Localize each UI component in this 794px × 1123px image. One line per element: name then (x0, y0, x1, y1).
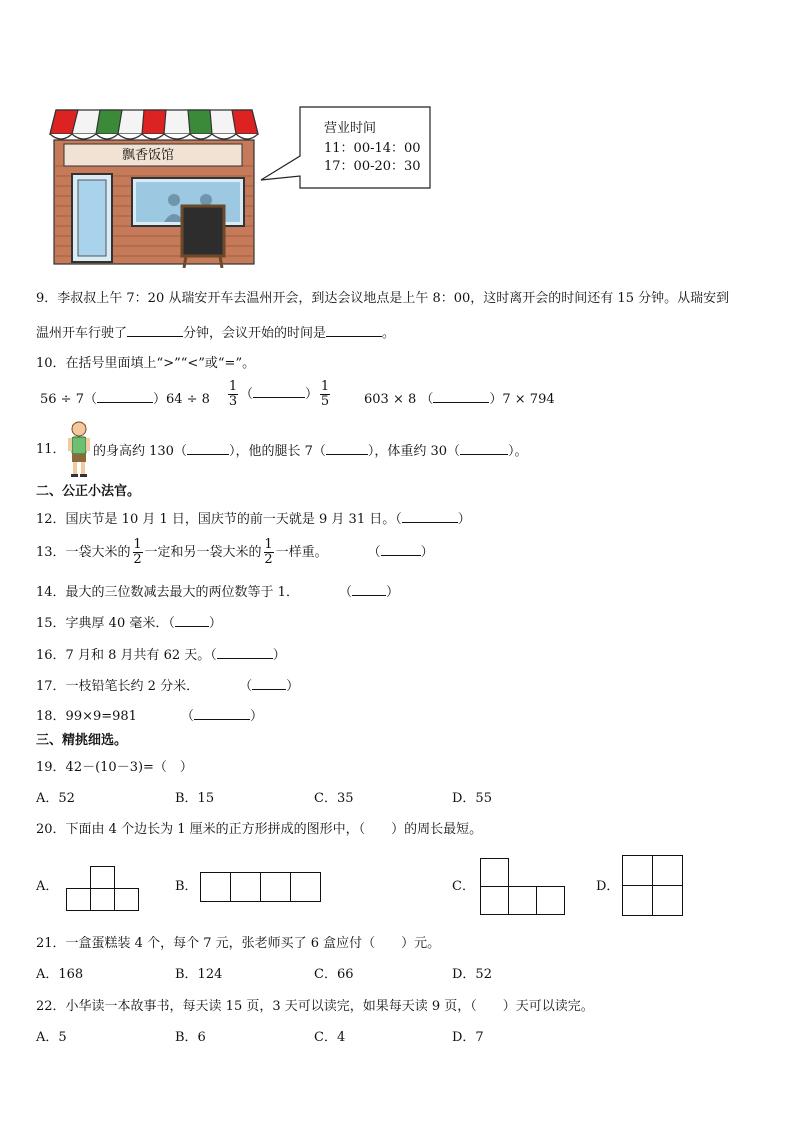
fraction-1-3 (228, 380, 238, 409)
q21-option-d[interactable]: D．52 (452, 967, 492, 982)
paren-close: ） (385, 585, 399, 600)
paren-close: ） (249, 709, 263, 724)
q9-text-a: 温州开车行驶了 (36, 326, 128, 341)
q11-part-3: ），体重约 30（ (367, 444, 461, 459)
q22-option-d[interactable]: D．7 (452, 1030, 484, 1045)
answer-blank[interactable] (326, 323, 382, 337)
q11-part-2: ），他的腿长 7（ (228, 444, 326, 459)
answer-blank[interactable] (352, 582, 386, 596)
question-21: 21．一盒蛋糕装 4 个，每个 7 元，张老师买了 6 盒应付（ ）元。 (36, 936, 441, 951)
q20-option-c[interactable]: C． (452, 879, 475, 894)
paren-close: ） (272, 648, 286, 663)
q15-text: 15．字典厚 40 毫米．（ (36, 616, 175, 631)
expr-3-right: ）7 × 794 (489, 392, 555, 407)
q20-option-d[interactable]: D． (596, 879, 620, 894)
question-15 (36, 613, 222, 633)
paren-open: （ (180, 709, 194, 724)
hours-bubble (260, 106, 432, 190)
q13-text-b: 一定和另一袋大米的 (144, 545, 262, 560)
question-14 (36, 582, 399, 602)
denominator: 2 (133, 552, 142, 567)
fraction-1-5 (320, 380, 330, 409)
answer-blank[interactable] (460, 441, 508, 455)
answer-blank[interactable] (252, 676, 286, 690)
q20-option-a[interactable]: A． (36, 879, 59, 894)
q12-text: 12．国庆节是 10 月 1 日，国庆节的前一天就是 9 月 31 日。（ (36, 512, 402, 527)
question-10-expr-1 (40, 389, 210, 409)
section-3-heading: 三、精挑细选。 (36, 733, 128, 748)
shape-a (66, 866, 140, 911)
expr-3-left: 603 × 8 （ (364, 392, 434, 407)
shape-d (622, 855, 683, 916)
answer-blank[interactable] (97, 389, 153, 403)
hours-line-1: 11：00-14：00 (324, 141, 421, 156)
q11-part-1: 的身高约 130（ (93, 444, 187, 459)
boy-illustration (66, 420, 92, 478)
paren-close: ） (208, 616, 222, 631)
q16-text: 16．7 月和 8 月共有 62 天。（ (36, 648, 217, 663)
q13-text-a: 13．一袋大米的 (36, 545, 131, 560)
expr-1-left: 56 ÷ 7（ (40, 392, 97, 407)
boy-icon (66, 420, 92, 478)
answer-blank[interactable] (326, 441, 368, 455)
numerator: 1 (133, 537, 142, 552)
restaurant-icon (48, 104, 260, 268)
paren-close: ） (420, 545, 434, 560)
question-20: 20．下面由 4 个边长为 1 厘米的正方形拼成的图形中，（ ）的周长最短。 (36, 822, 483, 837)
hours-title: 营业时间 (324, 121, 377, 136)
question-12 (36, 509, 471, 529)
question-18 (36, 706, 263, 726)
numerator: 1 (264, 537, 273, 552)
answer-blank[interactable] (187, 441, 229, 455)
fraction-1-2 (133, 538, 143, 567)
answer-blank[interactable] (433, 389, 489, 403)
numerator: 1 (228, 379, 238, 394)
answer-blank[interactable] (402, 509, 458, 523)
paren-open: （ (240, 387, 254, 402)
q13-text-c: 一样重。 (275, 545, 328, 560)
q11-part-4: ）。 (508, 444, 528, 459)
q21-option-c[interactable]: C．66 (314, 967, 354, 982)
answer-blank[interactable] (381, 542, 421, 556)
section-2-heading: 二、公正小法官。 (36, 484, 141, 499)
q22-option-a[interactable]: A．5 (36, 1030, 67, 1045)
q9-text-b: 分钟，会议开始的时间是 (183, 326, 327, 341)
answer-blank[interactable] (127, 323, 183, 337)
q19-option-c[interactable]: C．35 (314, 791, 354, 806)
paren-open: （ (367, 545, 381, 560)
paren-open: （ (338, 585, 352, 600)
question-11-text (93, 441, 528, 461)
question-19: 19．42－(10－3)=（ ） (36, 760, 193, 775)
q20-option-b[interactable]: B． (175, 879, 198, 894)
denominator: 5 (320, 394, 330, 409)
expr-1-right: ）64 ÷ 8 (152, 392, 210, 407)
q9-text-c: 。 (382, 326, 396, 341)
question-10: 10．在括号里面填上“>”“<”或“=”。 (36, 356, 256, 371)
question-9-line-1: 9．李叔叔上午 7：20 从瑞安开车去温州开会，到达会议地点是上午 8：00，这时离开会的时间还有 15 分钟。从瑞安到 (36, 291, 730, 306)
q18-text: 18．99×9=981 (36, 709, 137, 724)
denominator: 3 (228, 394, 238, 409)
q17-text: 17．一枝铅笔长约 2 分米． (36, 679, 200, 694)
q19-option-b[interactable]: B．15 (175, 791, 215, 806)
question-16 (36, 645, 286, 665)
question-13 (36, 538, 434, 567)
q22-option-b[interactable]: B．6 (175, 1030, 206, 1045)
paren-close: ） (305, 387, 319, 402)
question-10-expr-2 (226, 380, 332, 409)
restaurant-illustration (48, 104, 260, 268)
paren-close: ） (286, 679, 300, 694)
question-11-number: 11． (36, 442, 66, 457)
q21-option-b[interactable]: B．124 (175, 967, 223, 982)
denominator: 2 (264, 552, 273, 567)
question-9-line-2 (36, 323, 395, 343)
fraction-1-2 (264, 538, 274, 567)
hours-line-2: 17：00-20：30 (324, 159, 421, 174)
q14-text: 14．最大的三位数减去最大的两位数等于 1． (36, 585, 299, 600)
shape-c (480, 858, 566, 915)
paren-open: （ (239, 679, 253, 694)
restaurant-sign-text: 飘香饭馆 (122, 148, 175, 163)
answer-blank[interactable] (217, 645, 273, 659)
shape-b (200, 872, 322, 902)
answer-blank[interactable] (253, 384, 305, 398)
q21-option-a[interactable]: A．168 (36, 967, 84, 982)
numerator: 1 (320, 379, 330, 394)
question-10-expr-3 (364, 389, 555, 409)
q19-option-d[interactable]: D．55 (452, 791, 492, 806)
q12-close: ） (457, 512, 471, 527)
q19-option-a[interactable]: A．52 (36, 791, 75, 806)
q22-option-c[interactable]: C．4 (314, 1030, 346, 1045)
answer-blank[interactable] (175, 613, 209, 627)
question-22: 22．小华读一本故事书，每天读 15 页，3 天可以读完，如果每天读 9 页，（ ）天可以读完。 (36, 999, 594, 1014)
answer-blank[interactable] (194, 706, 250, 720)
question-17 (36, 676, 299, 696)
